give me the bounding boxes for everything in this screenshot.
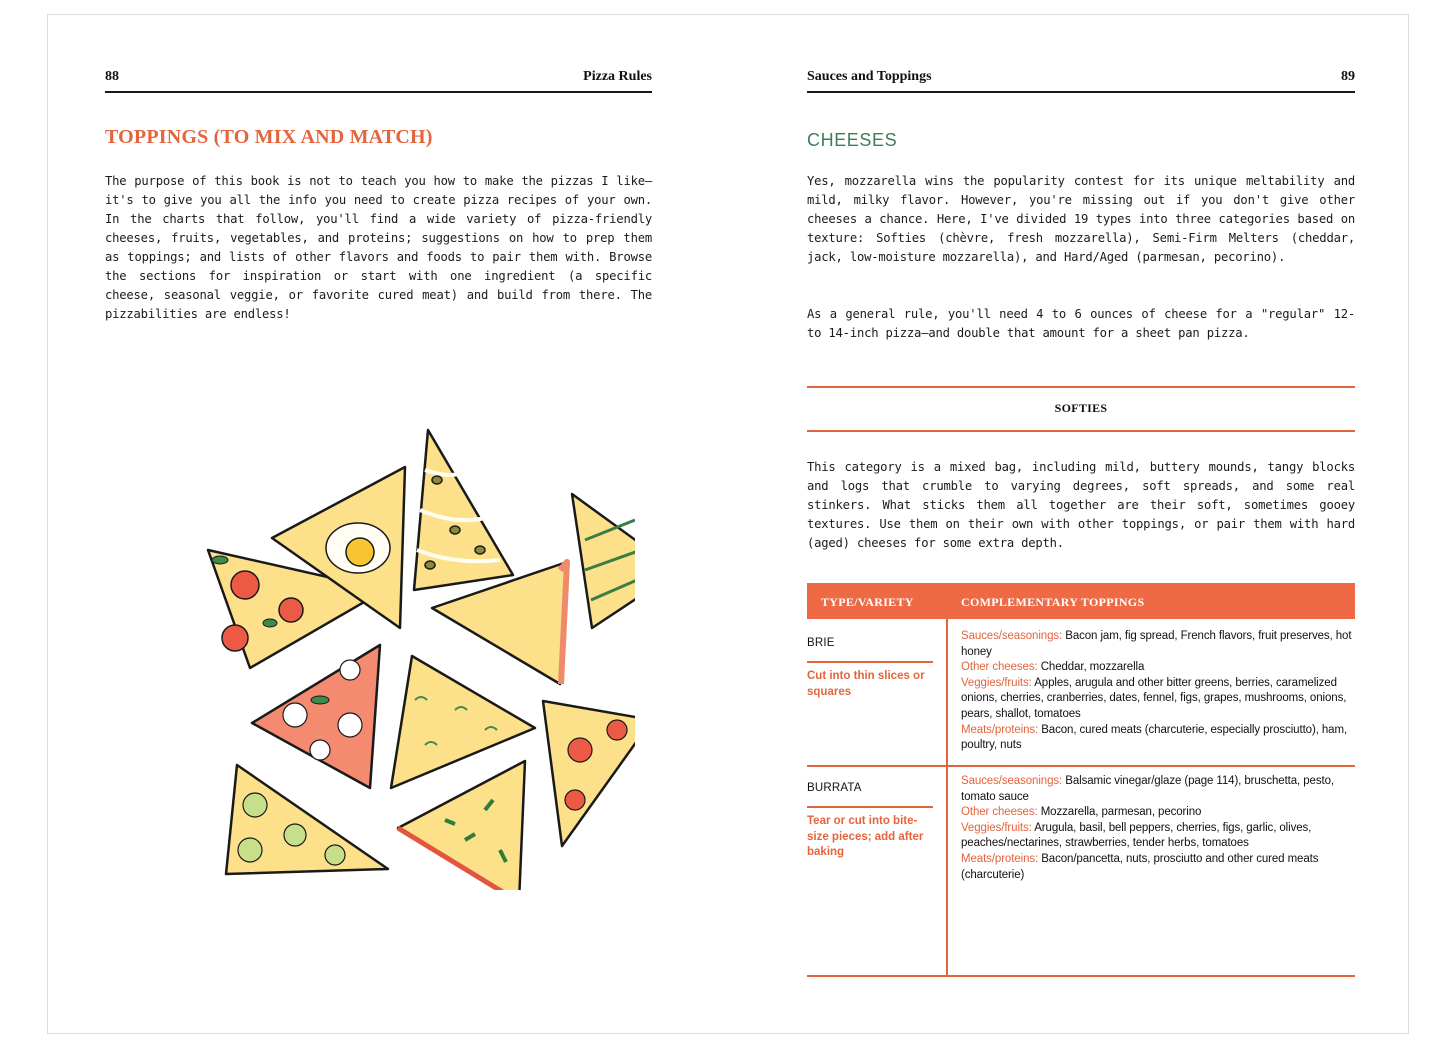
value-other-cheeses: Mozzarella, parmesan, pecorino xyxy=(1040,806,1202,819)
pizza-slice-pepper-icon xyxy=(398,761,525,890)
cheeses-paragraph-1: Yes, mozzarella wins the popularity contest for its unique meltability and mild, milky flavor. However, you're missing out if you don't give other cheeses a chance. Here, I've divided 19 types into three categories based on texture: Softies (chèvre, fresh mozzarella), Semi-Firm Melters (cheddar, jack, low-moisture mozzarella), and Hard/Aged (parmesan, pecorino). xyxy=(807,174,1355,264)
row-prep-burrata: Tear or cut into bite-size pieces; add after baking xyxy=(807,815,924,858)
value-veggies: Arugula, basil, bell peppers, cherries, figs, garlic, olives, peaches/nectarines, strawberries, tender herbs, tomatoes xyxy=(961,821,1312,850)
cheeses-title: CHEESES xyxy=(807,130,898,150)
right-page-header xyxy=(807,67,1355,93)
table-header xyxy=(807,583,1355,619)
value-veggies: Apples, arugula and other bitter greens, berries, caramelized onions, cherries, cranberries, dates, fennel, figs, grapes, mushrooms, onions, pears, shallot, tomatoes xyxy=(961,676,1347,720)
left-running-title: Pizza Rules xyxy=(583,69,652,84)
label-meats: Meats/proteins: xyxy=(961,852,1039,865)
right-page-number: 89 xyxy=(1341,69,1355,84)
col-header-type: TYPE/VARIETY xyxy=(821,595,914,609)
row-type-divider xyxy=(807,661,933,663)
toppings-title: TOPPINGS (TO MIX AND MATCH) xyxy=(105,126,433,148)
pizza-slice-olive-icon xyxy=(414,430,513,590)
softies-top-rule xyxy=(807,386,1355,388)
intro-paragraph: The purpose of this book is not to teach you how to make the pizzas I like—it's to give you all the info you need to create pizza recipes of your own. In the charts that follow, you'll find a wide variety of pizza-friendly cheeses, fruits, vegetables, and proteins; suggestions on how to prep them as toppings; and lists of other flavors and foods to pair them with. Browse the sections for inspiration or start with one ingredient (a specific cheese, seasonal veggie, or favorite cured meat) and build from there. The pizzabilities are endless! xyxy=(105,174,652,321)
pizza-slice-asparagus-icon xyxy=(572,494,635,628)
value-sauces: Balsamic vinegar/glaze (page 114), bruschetta, pesto, tomato sauce xyxy=(961,775,1334,803)
pizza-slice-pepperoni-icon xyxy=(543,701,635,846)
label-meats: Meats/proteins: xyxy=(961,723,1039,736)
value-meats: Bacon/pancetta, nuts, prosciutto and other cured meats (charcuterie) xyxy=(961,852,1319,881)
book-spread xyxy=(47,14,1409,1034)
row-type-brie: BRIE xyxy=(807,637,835,649)
row-type-burrata: BURRATA xyxy=(807,782,862,794)
softies-bottom-rule xyxy=(807,430,1355,432)
value-other-cheeses: Cheddar, mozzarella xyxy=(1040,661,1145,674)
pizza-slice-margherita-icon xyxy=(252,645,380,788)
label-veggies: Veggies/fruits: xyxy=(961,676,1032,689)
row-divider xyxy=(807,765,1355,767)
label-sauces: Sauces/seasonings: xyxy=(961,630,1063,642)
cheeses-paragraph-2: As a general rule, you'll need 4 to 6 ounces of cheese for a "regular" 12- to 14-inch pizza—and double that amount for a sheet pan pizza. xyxy=(807,307,1355,340)
column-divider xyxy=(946,619,948,977)
label-veggies: Veggies/fruits: xyxy=(961,821,1032,834)
table-bottom-rule xyxy=(807,975,1355,977)
softies-paragraph: This category is a mixed bag, including mild, buttery mounds, tangy blocks and logs that crumble to varying degrees, soft spreads, and some real stinkers. What sticks them all together are their soft, sometimes gooey textures. Use them on their own with other toppings, or pair them with hard (aged) cheeses for some extra depth. xyxy=(807,460,1355,550)
label-other-cheeses: Other cheeses: xyxy=(961,661,1038,674)
col-header-toppings: COMPLEMENTARY TOPPINGS xyxy=(961,595,1145,609)
value-meats: Bacon, cured meats (charcuterie, especially prosciutto), ham, poultry, nuts xyxy=(961,723,1348,752)
row-toppings-brie xyxy=(961,629,1353,754)
left-page-header xyxy=(105,67,652,93)
left-page-number: 88 xyxy=(105,69,119,84)
value-sauces: Bacon jam, fig spread, French flavors, fruit preserves, hot honey xyxy=(961,630,1352,658)
label-sauces: Sauces/seasonings: xyxy=(961,775,1063,787)
row-toppings-burrata xyxy=(961,774,1353,883)
row-prep-brie: Cut into thin slices or squares xyxy=(807,670,925,698)
softies-heading: SOFTIES xyxy=(1054,401,1108,415)
cheese-table xyxy=(807,583,1355,977)
right-running-title: Sauces and Toppings xyxy=(807,69,932,84)
label-other-cheeses: Other cheeses: xyxy=(961,806,1038,819)
row-type-divider xyxy=(807,806,933,808)
pizza-slices-illustration xyxy=(155,410,635,890)
